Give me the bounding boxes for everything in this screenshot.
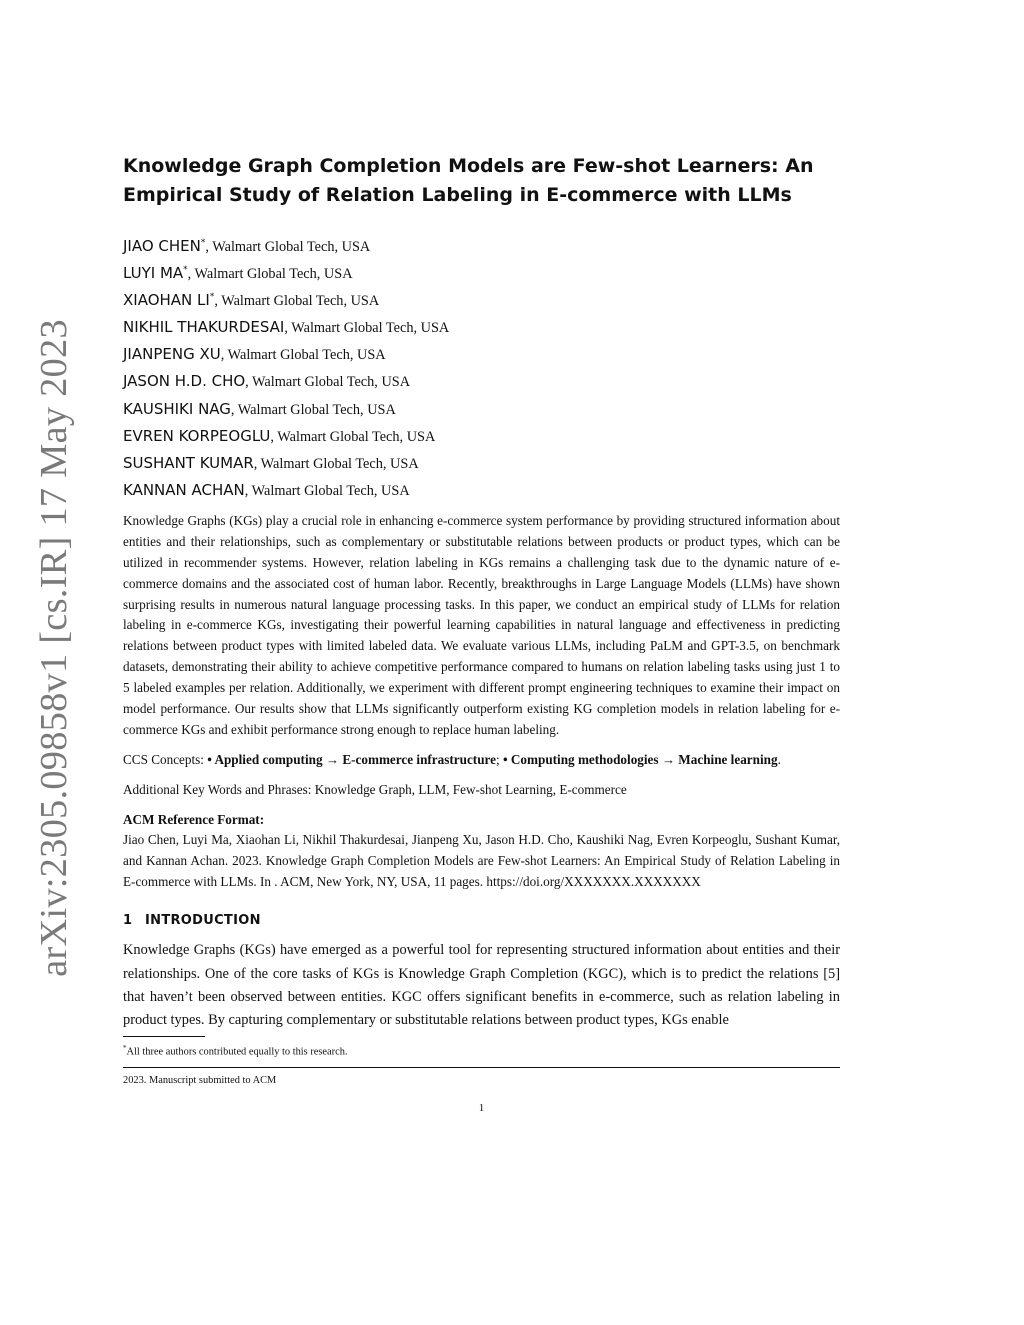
author-name: KAUSHIKI NAG xyxy=(123,399,231,418)
author-affiliation: , Walmart Global Tech, USA xyxy=(205,239,371,255)
abstract: Knowledge Graphs (KGs) play a crucial role in enhancing e-commerce system performance by providing structured information about entities and their relationships, such as complementary or substitutable relations between products or product types, which can be utilized in recommender systems. However, relation labeling in KGs remains a challenging task due to the dynamic nature of e-commerce domains and the associated cost of human labor. Recently, breakthroughs in Large Language Models (LLMs) have shown surprising results in numerous natural language processing tasks. In this paper, we conduct an empirical study of LLMs for relation labeling in e-commerce KGs, investigating their powerful learning capabilities in natural language and effectiveness in predicting relations between product types with limited labeled data. We evaluate various LLMs, including PaLM and GPT-3.5, on benchmark datasets, demonstrating their ability to achieve competitive performance compared to humans on relation labeling tasks using just 1 to 5 labeled examples per relation. Additionally, we experiment with different prompt engineering techniques to examine their impact on model performance. Our results show that LLMs significantly outperform existing KG completion models in relation labeling for e-commerce KGs and exhibit performance strong enough to replace human labeling. xyxy=(123,512,840,737)
author-name: JIAO CHEN* xyxy=(123,237,206,255)
author-entry xyxy=(123,447,840,474)
author-affiliation: , Walmart Global Tech, USA xyxy=(284,320,450,337)
author-affiliation: , Walmart Global Tech, USA xyxy=(245,374,411,391)
arxiv-stamp-text: arXiv:2305.09858v1 [cs.IR] 17 May 2023 xyxy=(33,318,75,977)
intro-paragraph: Knowledge Graphs (KGs) have emerged as a powerful tool for representing structured information about entities and their relationships. One of the core tasks of KGs is Knowledge Graph Completion (KGC), which is to predict the relations [5] that haven’t been observed between entities. KGC offers significant benefits in e-commerce, such as relation labeling in product types. By capturing complementary or substitutable relations between product types, KGs enable xyxy=(123,942,840,1028)
author-entry xyxy=(123,474,840,501)
paper-title: Knowledge Graph Completion Models are Few-shot Learners: An Empirical Study of Relation Labeling in E-commerce with LLMs xyxy=(123,155,814,206)
acm-reference-heading: ACM Reference Format: xyxy=(123,811,265,827)
footer-rule xyxy=(123,1067,840,1068)
author-entry xyxy=(123,284,840,311)
author-name: JIANPENG XU xyxy=(123,345,221,364)
author-name: EVREN KORPEOGLU xyxy=(123,426,271,445)
author-affiliation: , Walmart Global Tech, USA xyxy=(214,293,380,310)
author-name: JASON H.D. CHO xyxy=(123,372,246,391)
author-entry xyxy=(123,257,840,284)
author-list xyxy=(123,230,840,501)
keywords: Additional Key Words and Phrases: Knowledge Graph, LLM, Few-shot Learning, E-commerce xyxy=(123,781,627,797)
author-affiliation: , Walmart Global Tech, USA xyxy=(187,266,353,283)
page-number: 1 xyxy=(478,1102,485,1114)
author-name: LUYI MA* xyxy=(123,264,188,283)
author-entry xyxy=(123,230,840,257)
author-name: KANNAN ACHAN xyxy=(123,480,245,499)
ccs-concepts: CCS Concepts: • Applied computing → E-commerce infrastructure; • Computing methodologies → Machine learning. xyxy=(123,751,781,767)
author-entry xyxy=(123,338,840,365)
section-title: INTRODUCTION xyxy=(145,913,261,929)
author-entry xyxy=(123,420,840,447)
paper-page xyxy=(123,152,840,1088)
author-affiliation: , Walmart Global Tech, USA xyxy=(270,428,436,445)
author-name: SUSHANT KUMAR xyxy=(123,453,254,472)
manuscript-note: 2023. Manuscript submitted to ACM xyxy=(123,1074,277,1086)
footnote: *All three authors contributed equally to this research. xyxy=(123,1044,348,1058)
arxiv-stamp xyxy=(28,318,80,977)
section-number: 1 xyxy=(123,913,133,929)
section-heading xyxy=(123,911,840,931)
author-name: XIAOHAN LI* xyxy=(123,291,215,310)
author-affiliation: , Walmart Global Tech, USA xyxy=(244,482,410,499)
acm-reference-text: Jiao Chen, Luyi Ma, Xiaohan Li, Nikhil Thakurdesai, Jianpeng Xu, Jason H.D. Cho, Kaushiki Nag, Evren Korpeoglu, Sushant Kumar, and Kannan Achan. 2023. Knowledge Graph Completion Models are Few-shot Learners: An Empirical Study of Relation Labeling in E-commerce with LLMs. In . ACM, New York, NY, USA, 11 pages. https://doi.org/XXXXXXX.XXXXXXX xyxy=(123,831,840,889)
footnote-rule xyxy=(123,1036,205,1037)
author-entry xyxy=(123,393,840,420)
author-name: NIKHIL THAKURDESAI xyxy=(123,318,285,337)
author-affiliation: , Walmart Global Tech, USA xyxy=(220,347,386,364)
author-affiliation: , Walmart Global Tech, USA xyxy=(230,401,396,418)
author-affiliation: , Walmart Global Tech, USA xyxy=(253,455,419,472)
author-entry xyxy=(123,311,840,338)
author-entry xyxy=(123,365,840,392)
